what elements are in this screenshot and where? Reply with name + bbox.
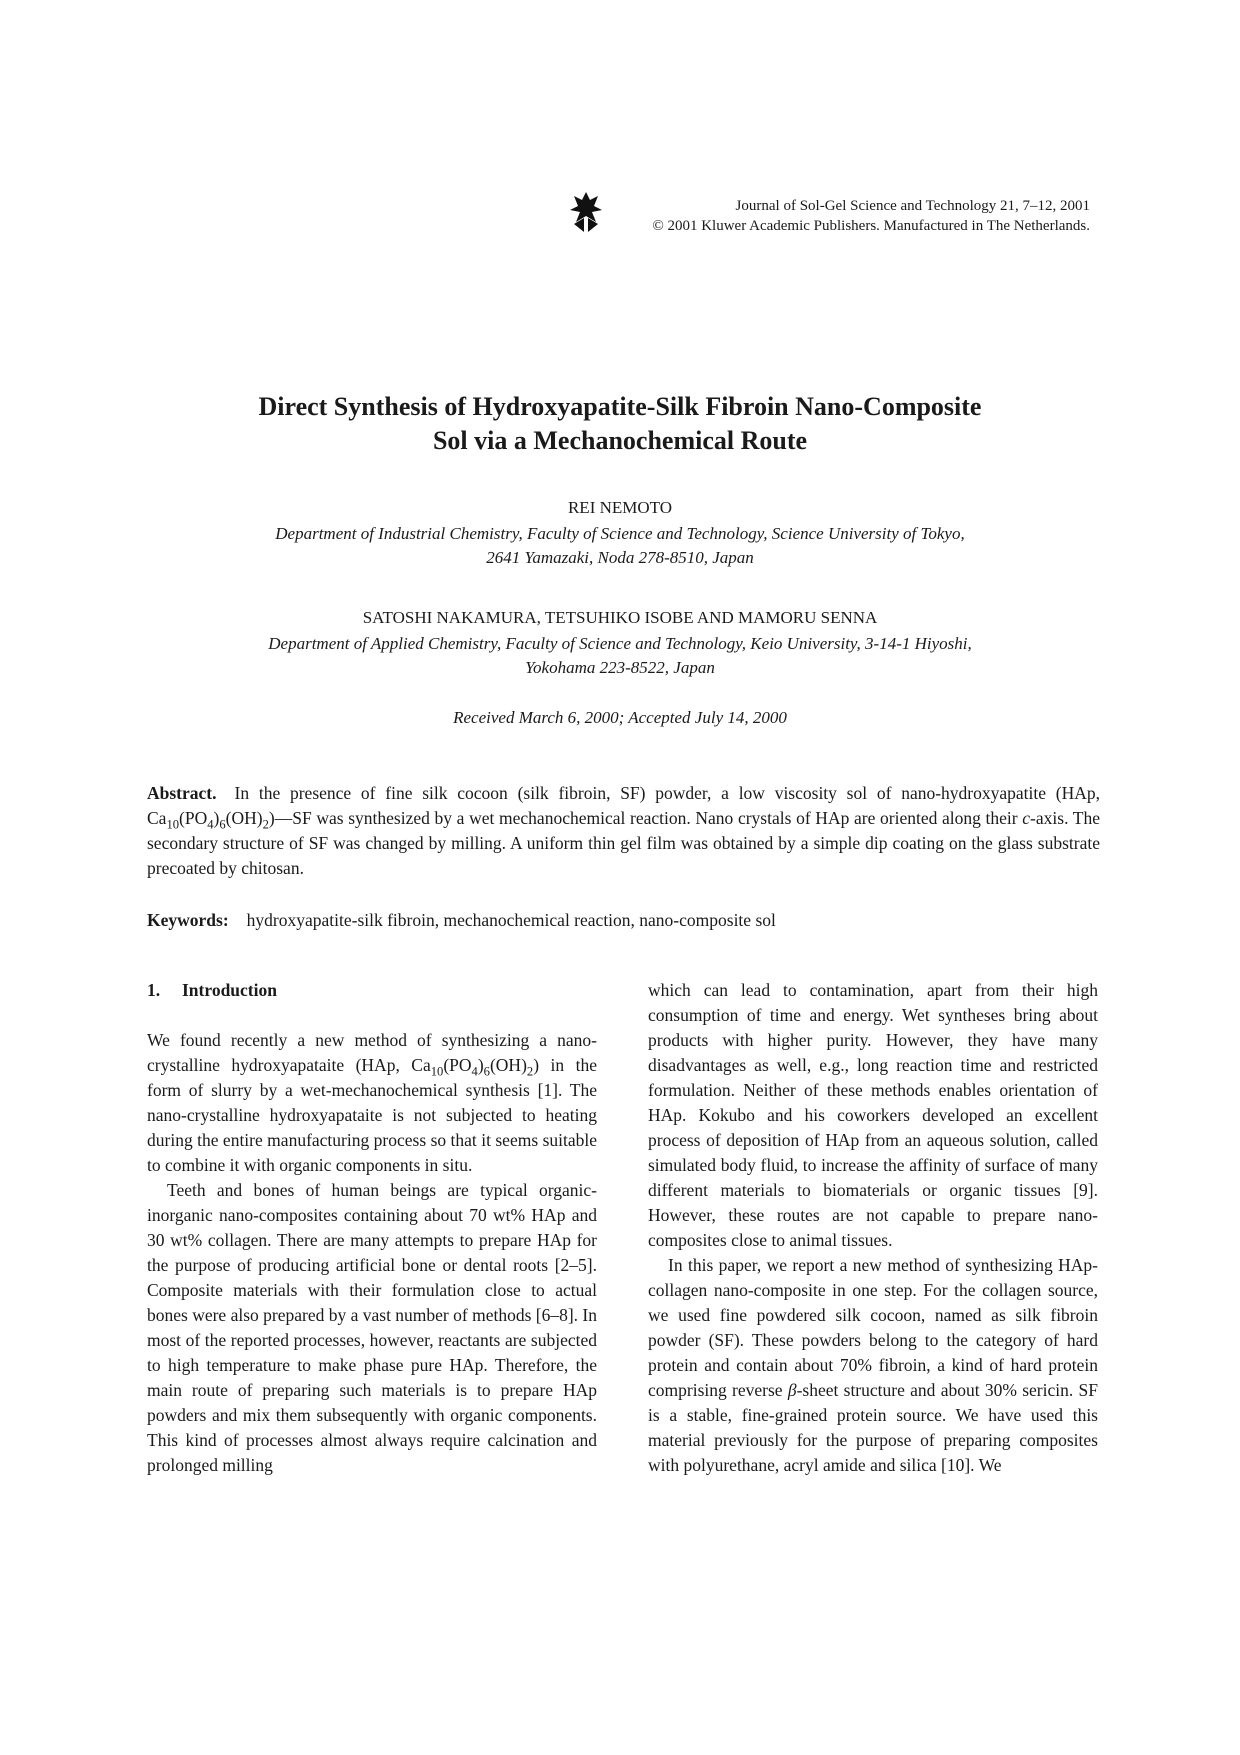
paragraph-1: We found recently a new method of synthesizing a nano-crystalline hydroxyapataite (HAp, $Ca_{10}(PO_4)_6(OH)_2$) in the form of slurry by a wet-mechanochemical synthesis [1]. The nano-crystalline hydroxyapataite is not subjected to heating during the entire manufacturing process so that it seems suitable to combine it with organic components in situ. [147,1030,597,1175]
journal-header [530,196,1090,236]
affiliation-1 [0,522,1240,570]
copyright-line: © 2001 Kluwer Academic Publishers. Manufactured in The Netherlands. [652,218,1090,234]
author-names-1: REI NEMOTO [567,498,673,517]
affiliation-1-line-1: Department of Industrial Chemistry, Faculty of Science and Technology, Science University of Tokyo, [275,524,965,543]
journal-line: Journal of Sol-Gel Science and Technology 21, 7–12, 2001 [735,198,1090,214]
title-line-2: Sol via a Mechanochemical Route [432,426,808,455]
affiliation-2 [0,632,1240,680]
title-line-1: Direct Synthesis of Hydroxyapatite-Silk Fibroin Nano-Composite [258,392,982,421]
paragraph-4: In this paper, we report a new method of synthesizing HAp-collagen nano-composite in one step. For the collagen source, we used fine powdered silk cocoon, named as silk fibroin powder (SF). These powders belong to the category of hard protein and contain about 70% fibroin, a kind of hard protein comprising reverse β-sheet structure and about 30% sericin. SF is a stable, fine-grained protein source. We have used this material previously for the purpose of preparing composites with polyurethane, acryl amide and silica [10]. We [648,1255,1098,1475]
body-column-left [147,978,597,1478]
affiliation-1-line-2: 2641 Yamazaki, Noda 278-8510, Japan [486,548,754,567]
paragraph-2: Teeth and bones of human beings are typical organic-inorganic nano-composites containing about 70 wt% HAp and 30 wt% collagen. There are many attempts to prepare HAp for the purpose of producing artificial bone or dental roots [2–5]. Composite materials with their formulation close to actual bones were also prepared by a vast number of methods [6–8]. In most of the reported processes, however, reactants are subjected to high temperature to make phase pure HAp. Therefore, the main route of preparing such materials is to prepare HAp powders and mix them subsequently with organic components. This kind of processes almost always require calcination and prolonged milling [147,1180,598,1475]
body-column-right [648,978,1098,1478]
section-heading: 1. Introduction [147,980,277,1000]
received-dates: Received March 6, 2000; Accepted July 14, 2000 [453,708,787,727]
keywords-text: hydroxyapatite-silk fibroin, mechanochemical reaction, nano-composite sol [246,910,776,930]
author-names-2: SATOSHI NAKAMURA, TETSUHIKO ISOBE AND MAMORU SENNA [362,608,878,627]
abstract-label: Abstract. [147,783,217,803]
keywords-label: Keywords: [147,910,229,930]
paragraph-3: which can lead to contamination, apart from their high consumption of time and energy. Wet syntheses bring about products with higher purity. However, they have many disadvantages as well, e.g., long reaction time and restricted formulation. Neither of these methods enables orientation of HAp. Kokubo and his coworkers developed an excellent process of deposition of HAp from an aqueous solution, called simulated body fluid, to increase the affinity of surface of many different materials to biomaterials or organic tissues [9]. However, these routes are not capable to prepare nano-composites close to animal tissues. [648,980,1098,1250]
keywords [147,908,1100,933]
abstract: Abstract. In the presence of fine silk cocoon (silk fibroin, SF) powder, a low viscosity sol of nano-hydroxyapatite (HAp, $Ca_{10}(PO_4)_6(OH)_2)—SF$ was synthesized by a wet mechanochemical reaction. Nano crystals of HAp are oriented along their c-axis. The secondary structure of SF was changed by milling. A uniform thin gel film was obtained by a simple dip coating on the glass substrate precoated by chitosan. [147,783,1100,878]
affiliation-2-line-1: Department of Applied Chemistry, Faculty of Science and Technology, Keio University, 3-14-1 Hiyoshi, [268,634,972,653]
paper-title [0,390,1240,458]
affiliation-2-line-2: Yokohama 223-8522, Japan [525,658,715,677]
